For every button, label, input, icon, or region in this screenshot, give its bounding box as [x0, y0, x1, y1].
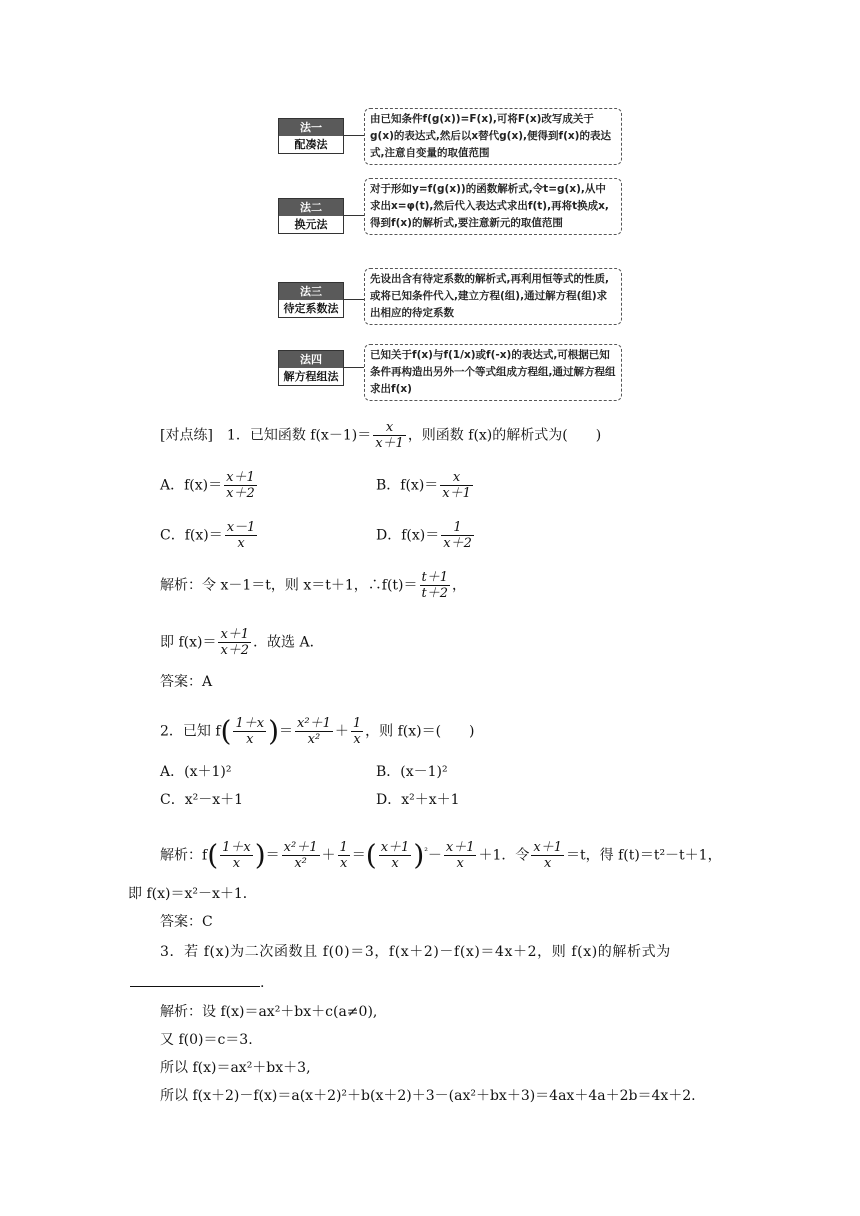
method-3: [278, 268, 614, 326]
connector: [344, 299, 364, 300]
denominator: x＋2: [226, 486, 255, 501]
left-paren: (: [220, 714, 232, 748]
option-fraction: [225, 520, 258, 551]
q1-fraction: [373, 420, 406, 451]
q1-answer: 答案：A: [160, 674, 213, 690]
q2-answer: 答案：C: [160, 914, 213, 930]
method-4-label: [278, 350, 344, 386]
connector: [344, 215, 364, 216]
method-4-number: 法四: [279, 351, 343, 368]
q3-solution-4: 所以 f(x＋2)－f(x)＝a(x＋2)²＋b(x＋2)＋3－(ax²＋bx＋3)＝4ax＋4a＋2b＝4x＋2.: [160, 1088, 696, 1104]
denominator: x: [544, 856, 552, 871]
fraction: [295, 716, 333, 747]
exponent: ²: [424, 846, 428, 857]
left-paren: (: [365, 838, 377, 872]
method-1-label: [278, 118, 344, 154]
option-label: A．f(x)＝: [160, 477, 223, 494]
method-3-label: [278, 282, 344, 318]
equals: ＝: [351, 847, 366, 864]
solution-text: ＝t，得 f(t)＝t²－t＋1，: [566, 847, 722, 864]
denominator: x: [353, 732, 361, 747]
solution-text: ，: [452, 577, 466, 594]
q2-option-b: B．(x－1)²: [376, 764, 448, 780]
numerator: 1＋x: [235, 716, 265, 731]
option-label: B．f(x)＝: [376, 477, 439, 494]
method-1-number: 法一: [279, 119, 343, 136]
q1-suffix: ，则函数 f(x)的解析式为( ): [407, 427, 602, 444]
method-4-name: 解方程组法: [283, 370, 339, 383]
q1-stem: [160, 420, 601, 451]
q3-blank-line: [130, 972, 264, 993]
right-paren: ): [254, 838, 266, 872]
method-1: [278, 108, 614, 166]
option-fraction: [224, 470, 257, 501]
fraction: [444, 840, 477, 871]
solution-text: ．故选 A．: [253, 634, 324, 651]
q2-solution: [160, 840, 722, 871]
q3-stem: 3．若 f(x)为二次函数且 f(0)＝3，f(x＋2)－f(x)＝4x＋2，则 f(x)的解析式为: [160, 944, 671, 960]
numerator: x²＋1: [283, 840, 318, 855]
equals: ＝: [279, 723, 294, 740]
q2-option-a: A．(x＋1)²: [160, 764, 232, 780]
numerator: 1: [339, 840, 348, 855]
right-paren: ): [413, 838, 425, 872]
solution-text: ＋1．令: [478, 847, 530, 864]
numerator: x＋1: [533, 840, 563, 855]
solution-text: 解析：令 x－1＝t，则 x＝t＋1，∴f(t)＝: [160, 577, 418, 594]
denominator: x: [339, 856, 348, 871]
connector: [344, 367, 364, 368]
minus: －: [427, 847, 442, 864]
numerator: x: [373, 420, 406, 436]
denominator: x: [232, 856, 241, 871]
denominator: x²: [294, 856, 307, 871]
denominator: x＋2: [220, 643, 250, 658]
option-label: C．f(x)＝: [160, 527, 223, 544]
numerator: x＋1: [220, 627, 250, 642]
q2-stem: [160, 716, 475, 747]
fraction: [282, 840, 320, 871]
q2-prefix: 2．已知 f: [160, 723, 221, 740]
plus: ＋: [334, 723, 349, 740]
q3-solution-2: 又 f(0)＝c＝3.: [160, 1032, 253, 1048]
period: .: [260, 975, 265, 991]
denominator: x＋1: [375, 436, 404, 451]
option-fraction: [441, 520, 474, 551]
q1-solution-2: [160, 627, 324, 658]
q1-option-d: [376, 520, 476, 551]
numerator: x²＋1: [297, 716, 331, 731]
numerator: x－1: [226, 520, 256, 535]
fraction: [220, 840, 253, 871]
plus: ＋: [321, 847, 336, 864]
denominator: x＋1: [442, 486, 471, 501]
q2-solution-2: 即 f(x)＝x²－x＋1．: [128, 886, 257, 902]
method-1-description: 由已知条件f(g(x))=F(x),可将F(x)改写成关于g(x)的表达式,然后以x替代g(x),便得到f(x)的表达式,注意自变量的取值范围: [364, 108, 622, 165]
denominator: x: [237, 536, 245, 551]
method-4-description: 已知关于f(x)与f(1/x)或f(-x)的表达式,可根据已知条件再构造出另外一个等式组成方程组,通过解方程组求出f(x): [364, 344, 622, 401]
answer-blank[interactable]: [130, 972, 260, 987]
option-label: D．f(x)＝: [376, 527, 440, 544]
left-paren: (: [207, 838, 219, 872]
method-2-description: 对于形如y=f(g(x))的函数解析式,令t=g(x),从中求出x=φ(t),然后代入表达式求出f(t),再将t换成x,得到f(x)的解析式,要注意新元的取值范围: [364, 178, 622, 235]
solution-text: 即 f(x)＝: [160, 634, 217, 651]
q1-option-c: [160, 520, 259, 551]
fraction: [233, 716, 266, 747]
method-2-label: [278, 198, 344, 234]
q1-prefix: [对点练] 1．已知函数 f(x－1)＝: [160, 427, 372, 444]
method-3-description: 先设出含有待定系数的解析式,再利用恒等式的性质,或将已知条件代入,建立方程(组),通过解方程(组)求出相应的待定系数: [364, 268, 622, 325]
method-4: [278, 344, 614, 402]
numerator: x＋1: [226, 470, 255, 485]
q2-option-d: D．x²＋x＋1: [376, 792, 460, 808]
numerator: 1: [441, 520, 474, 536]
equals: ＝: [265, 847, 280, 864]
q3-solution-1: 解析：设 f(x)＝ax²＋bx＋c(a≠0),: [160, 1004, 378, 1020]
fraction: [338, 840, 350, 871]
denominator: x: [246, 732, 254, 747]
right-paren: ): [268, 714, 280, 748]
method-3-name: 待定系数法: [283, 302, 339, 315]
denominator: x: [456, 856, 464, 871]
fraction: [379, 840, 412, 871]
q2-option-c: C．x²－x＋1: [160, 792, 244, 808]
method-2: [278, 178, 614, 256]
solution-fraction: [420, 570, 451, 601]
numerator: 1＋x: [222, 840, 251, 855]
denominator: x: [391, 856, 399, 871]
method-1-name: 配凑法: [294, 138, 328, 151]
option-fraction: [440, 470, 473, 501]
solution-fraction: [218, 627, 251, 658]
numerator: 1: [352, 716, 362, 731]
q1-solution: [160, 570, 466, 601]
method-3-number: 法三: [279, 283, 343, 300]
fraction: [531, 840, 564, 871]
solution-text: 解析：f: [160, 847, 208, 864]
numerator: x: [440, 470, 473, 486]
denominator: t＋2: [421, 586, 448, 601]
q1-option-a: [160, 470, 259, 501]
connector: [344, 135, 364, 136]
q1-option-b: [376, 470, 475, 501]
numerator: t＋1: [421, 570, 448, 585]
q3-solution-3: 所以 f(x)＝ax²＋bx＋3,: [160, 1060, 311, 1076]
q2-suffix: ，则 f(x)＝( ): [365, 723, 475, 740]
numerator: x＋1: [445, 840, 475, 855]
numerator: x＋1: [380, 840, 410, 855]
denominator: x＋2: [443, 536, 472, 551]
denominator: x²: [307, 732, 321, 747]
method-2-name: 换元法: [294, 218, 328, 231]
fraction: [351, 716, 363, 747]
method-2-number: 法二: [279, 199, 343, 216]
